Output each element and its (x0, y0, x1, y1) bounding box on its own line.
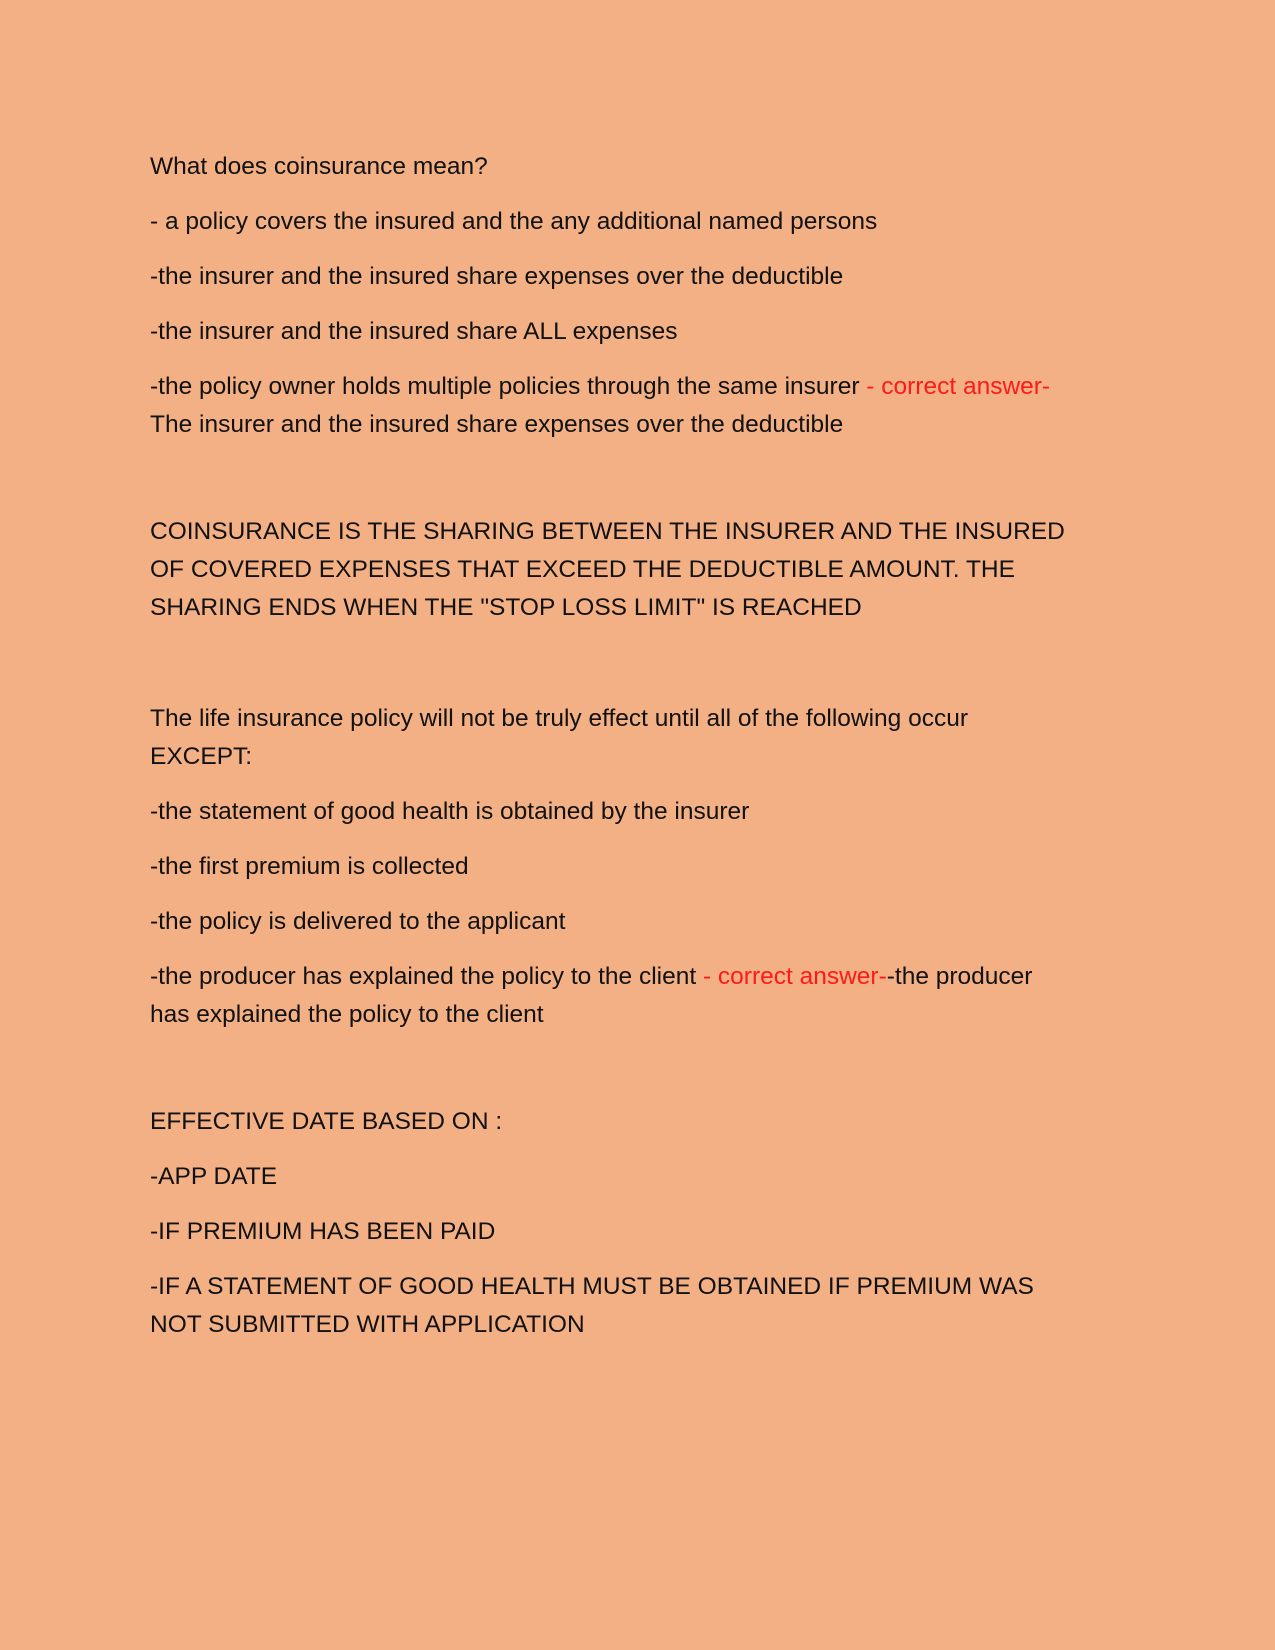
note-item: -IF PREMIUM HAS BEEN PAID (150, 1218, 496, 1245)
answer-text: -the producer has explained the policy to the client (150, 963, 1033, 1028)
option-line: -the insurer and the insured share expenses over the deductible (150, 263, 844, 290)
option-text: -the policy owner holds multiple policies through the same insurer (150, 373, 860, 400)
question-block-1 (150, 148, 1075, 444)
option-line: -the policy is delivered to the applicant (150, 908, 566, 935)
correct-answer-marker: - correct answer- (859, 373, 1051, 400)
question-text: What does coinsurance mean? (150, 153, 488, 180)
option-with-answer (150, 958, 1075, 1034)
option-line: -the insurer and the insured share ALL expenses (150, 318, 678, 345)
option-line: - a policy covers the insured and the any additional named persons (150, 208, 878, 235)
answer-text: The insurer and the insured share expenses over the deductible (150, 411, 844, 438)
note-item: -IF A STATEMENT OF GOOD HEALTH MUST BE OBTAINED IF PREMIUM WAS NOT SUBMITTED WITH APPLICATION (150, 1273, 1034, 1338)
question-block-2 (150, 700, 1075, 1034)
note-heading: EFFECTIVE DATE BASED ON : (150, 1108, 503, 1135)
effective-date-note (150, 1103, 1075, 1344)
question-text: The life insurance policy will not be truly effect until all of the following occur EXCEPT: (150, 705, 968, 770)
note-item: -APP DATE (150, 1163, 278, 1190)
option-with-answer (150, 368, 1075, 444)
note-text: COINSURANCE IS THE SHARING BETWEEN THE INSURER AND THE INSURED OF COVERED EXPENSES THAT EXCEED THE DEDUCTIBLE AMOUNT. THE SHARING ENDS WHEN THE "STOP LOSS LIMIT" IS REACHED (150, 518, 1065, 621)
correct-answer-marker: - correct answer- (696, 963, 887, 990)
option-line: -the first premium is collected (150, 853, 469, 880)
coinsurance-note (150, 513, 1075, 627)
option-text: -the producer has explained the policy to the client (150, 963, 697, 990)
option-line: -the statement of good health is obtained by the insurer (150, 798, 750, 825)
